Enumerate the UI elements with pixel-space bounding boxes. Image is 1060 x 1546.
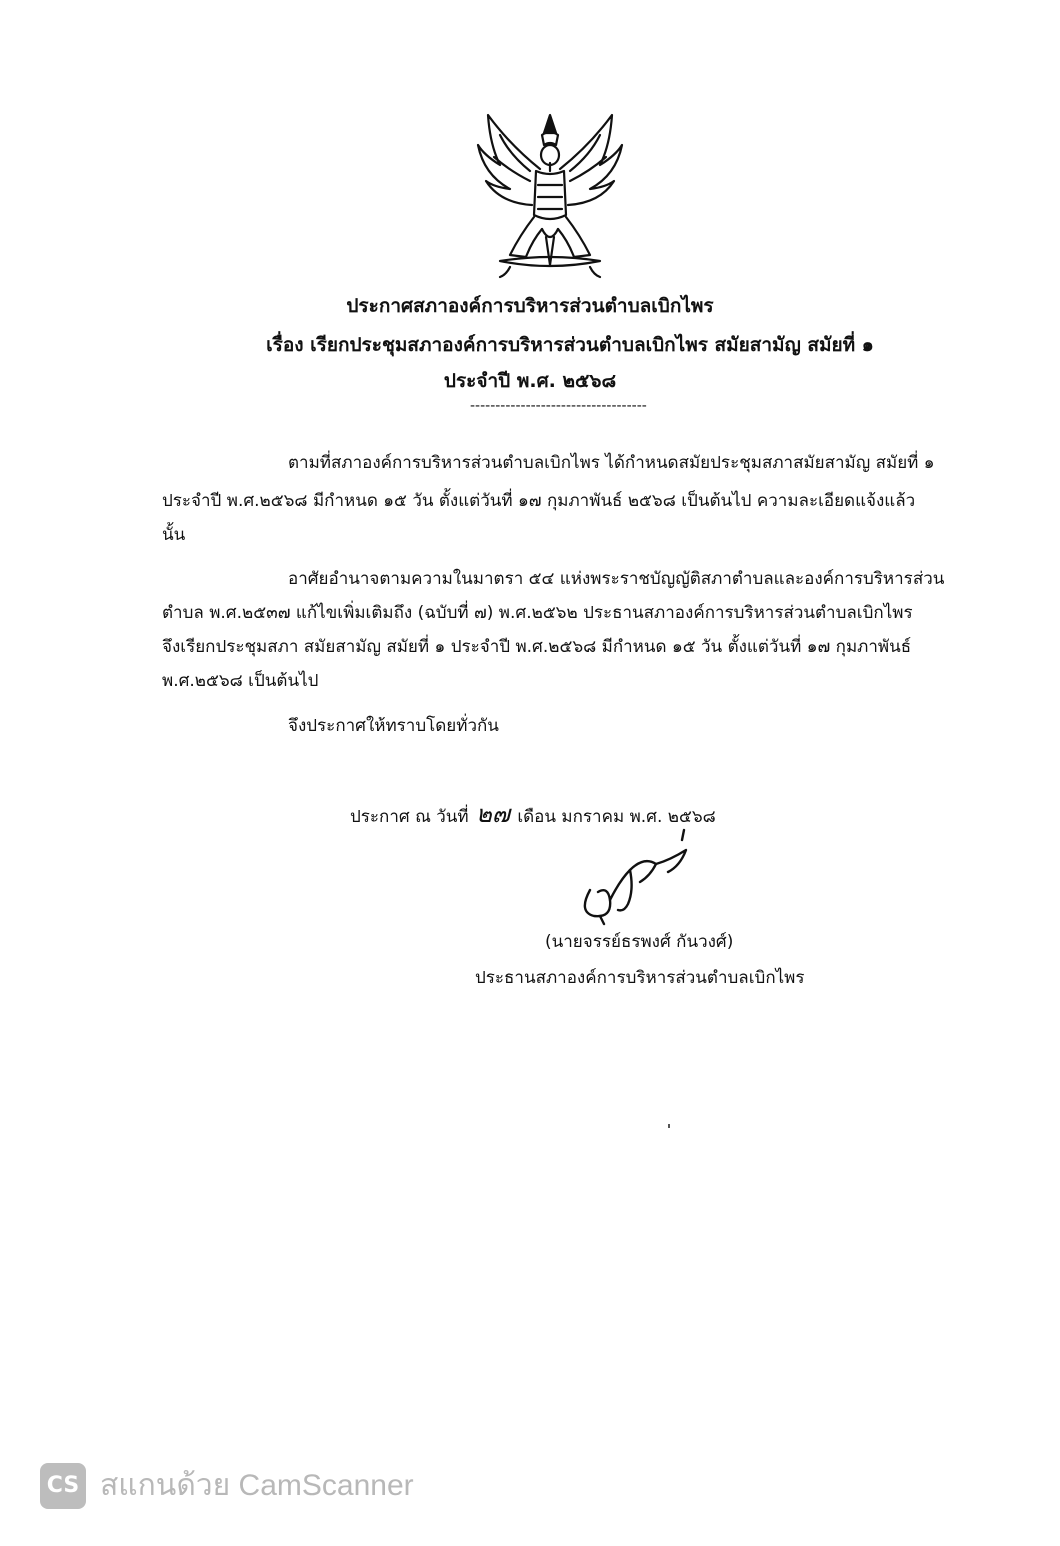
title-divider: ----------------------------------- — [470, 398, 647, 414]
paragraph-1-line-1: ตามที่สภาองค์การบริหารส่วนตำบลเบิกไพร ได้กำหนดสมัยประชุมสภาสมัยสามัญ สมัยที่ ๑ — [288, 453, 935, 473]
garuda-emblem-icon — [470, 105, 630, 285]
camscanner-logo: CS — [40, 1463, 86, 1509]
paragraph-1-line-2: ประจำปี พ.ศ.๒๕๖๘ มีกำหนด ๑๕ วัน ตั้งแต่วันที่ ๑๗ กุมภาพันธ์ ๒๕๖๘ เป็นต้นไป ความละเอียดแจ้งแล้ว — [162, 491, 916, 511]
date-prefix: ประกาศ ณ วันที่ — [350, 807, 469, 827]
announcement-title: ประกาศสภาองค์การบริหารส่วนตำบลเบิกไพร — [346, 295, 714, 317]
paragraph-2-line-4: พ.ศ.๒๕๖๘ เป็นต้นไป — [162, 671, 319, 691]
date-month-year: เดือน มกราคม พ.ศ. ๒๕๖๘ — [517, 807, 716, 827]
camscanner-text: สแกนด้วย CamScanner — [100, 1469, 414, 1502]
paragraph-1-line-3: นั้น — [162, 525, 186, 545]
signatory-name: (นายจรรย์ธรพงศ์ กันวงศ์) — [545, 932, 734, 952]
paragraph-2-line-2: ตำบล พ.ศ.๒๕๓๗ แก้ไขเพิ่มเติมถึง (ฉบับที่ ๗) พ.ศ.๒๕๖๒ ประธานสภาองค์การบริหารส่วนตำบลเบิกไพร — [162, 603, 913, 623]
date-day-handwritten: ๒๗ — [476, 800, 510, 828]
camscanner-watermark — [40, 1462, 414, 1509]
closing-statement: จึงประกาศให้ทราบโดยทั่วกัน — [288, 716, 499, 736]
announcement-year: ประจำปี พ.ศ. ๒๕๖๘ — [443, 370, 617, 392]
paragraph-2-line-1: อาศัยอำนาจตามความในมาตรา ๕๔ แห่งพระราชบัญญัติสภาตำบลและองค์การบริหารส่วน — [288, 569, 945, 589]
announcement-subject: เรื่อง เรียกประชุมสภาองค์การบริหารส่วนตำบลเบิกไพร สมัยสามัญ สมัยที่ ๑ — [266, 334, 874, 356]
signature-icon — [560, 820, 720, 930]
paragraph-2-line-3: จึงเรียกประชุมสภา สมัยสามัญ สมัยที่ ๑ ประจำปี พ.ศ.๒๕๖๘ มีกำหนด ๑๕ วัน ตั้งแต่วันที่ ๑๗ กุมภาพันธ์ — [162, 637, 912, 657]
scan-speck — [668, 1124, 670, 1128]
signatory-position: ประธานสภาองค์การบริหารส่วนตำบลเบิกไพร — [475, 968, 805, 988]
